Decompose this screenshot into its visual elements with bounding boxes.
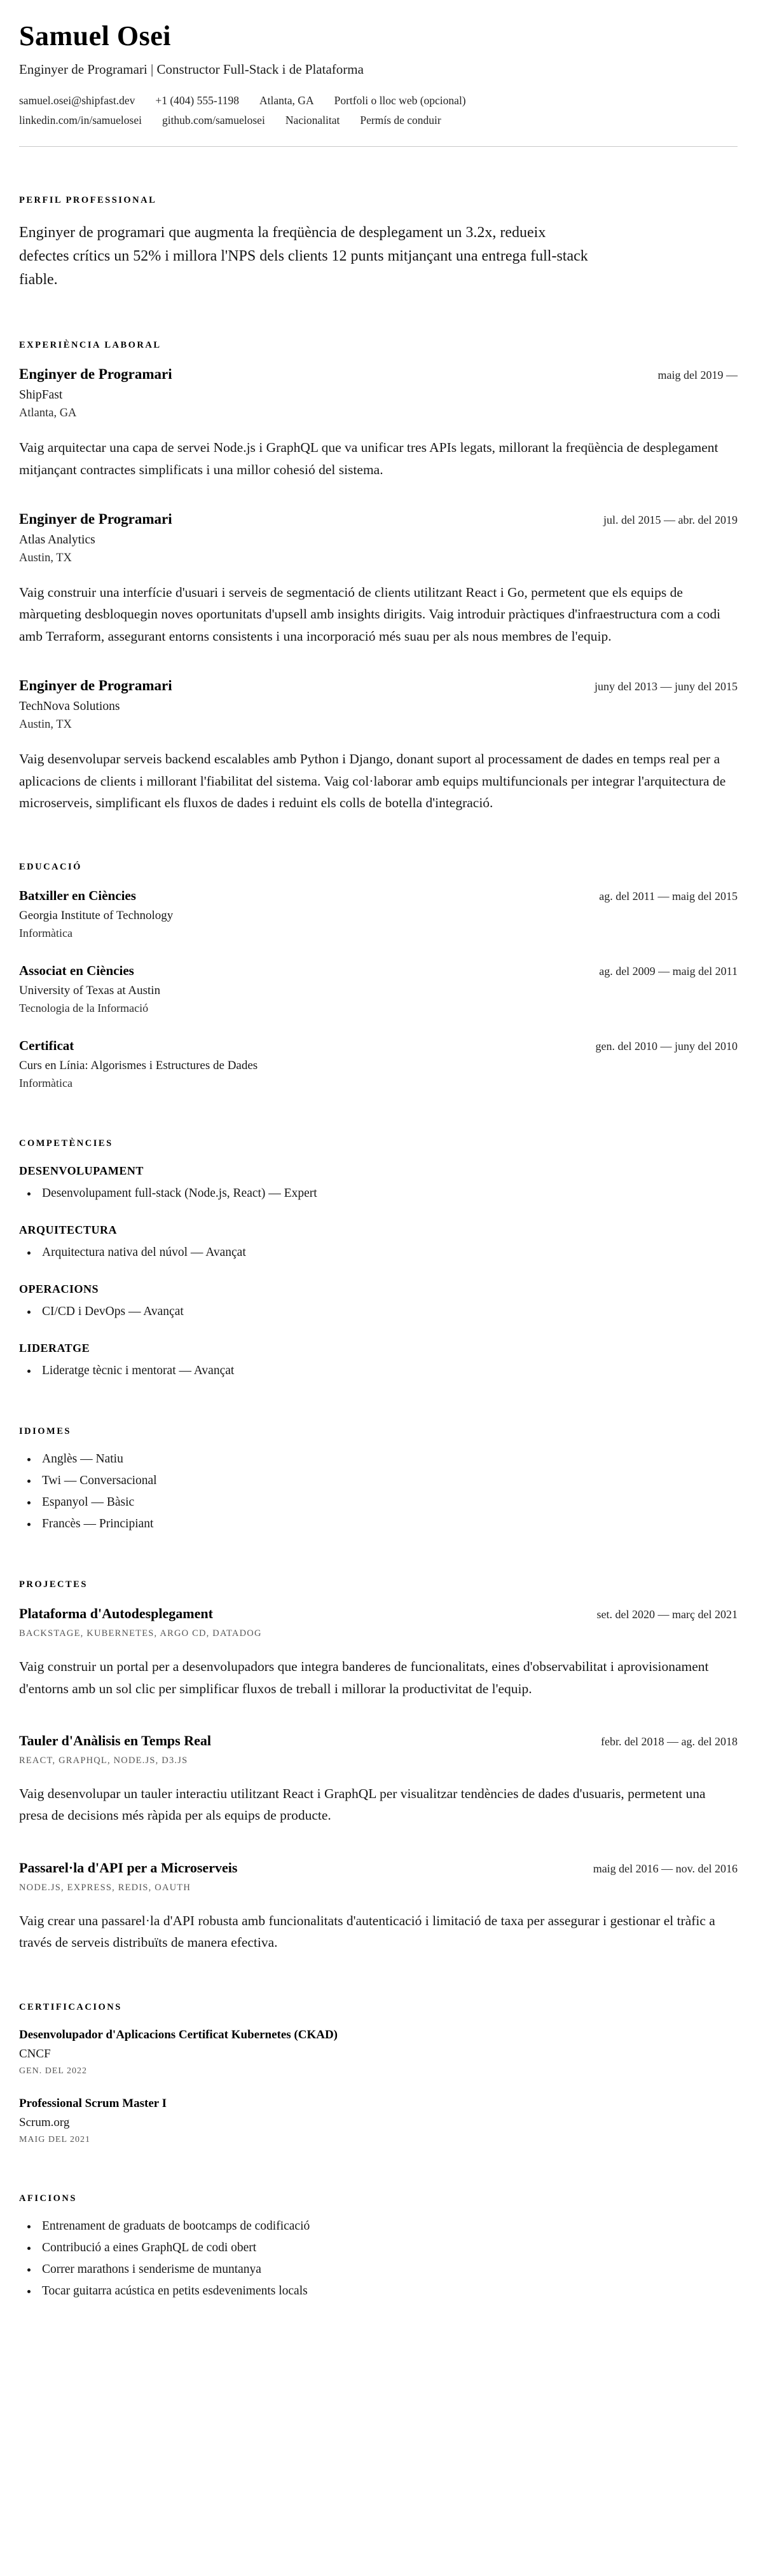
skill-item: • Arquitectura nativa del núvol — Avançat <box>38 1246 738 1260</box>
section-profile <box>19 195 738 292</box>
certification-date: MAIG DEL 2021 <box>19 2134 91 2144</box>
certification-item <box>19 2097 738 2145</box>
hobbies-list <box>19 2219 738 2298</box>
education-item <box>19 963 738 1015</box>
section-heading-skills: COMPETÈNCIES <box>19 1138 113 1149</box>
field-of-study: Tecnologia de la Informació <box>19 1002 149 1015</box>
skill-item: • CI/CD i DevOps — Avançat <box>38 1305 738 1319</box>
date-range: jul. del 2015 — abr. del 2019 <box>603 513 738 526</box>
skills-category: DESENVOLUPAMENT <box>19 1164 144 1178</box>
skills-group <box>19 1283 738 1319</box>
resume-header <box>19 20 738 127</box>
certification-date: GEN. DEL 2022 <box>19 2066 87 2076</box>
project-technologies: NODE.JS, EXPRESS, REDIS, OAUTH <box>19 1882 191 1893</box>
section-certifications <box>19 2002 738 2145</box>
contact-nationality: Nacionalitat <box>285 113 340 126</box>
project-item <box>19 1733 738 1827</box>
contact-phone: +1 (404) 555-1198 <box>155 93 240 107</box>
skills-category: ARQUITECTURA <box>19 1223 118 1237</box>
hobby-item: • Tocar guitarra acústica en petits esdeveniments locals <box>38 2284 738 2298</box>
contact-email: samuel.osei@shipfast.dev <box>19 93 135 107</box>
certification-issuer: CNCF <box>19 2047 51 2061</box>
language-item: • Anglès — Natiu <box>38 1452 738 1466</box>
experience-item <box>19 511 738 647</box>
section-hobbies <box>19 2193 738 2298</box>
skill-item: • Desenvolupament full-stack (Node.js, React) — Expert <box>38 1187 738 1201</box>
experience-item-header <box>19 511 738 528</box>
skills-list <box>19 1187 738 1201</box>
contact-github: github.com/samuelosei <box>162 113 265 126</box>
job-location: Austin, TX <box>19 718 72 732</box>
languages-list <box>19 1452 738 1531</box>
project-technologies: REACT, GRAPHQL, NODE.JS, D3.JS <box>19 1755 188 1766</box>
company-name: TechNova Solutions <box>19 700 120 714</box>
degree-title: Batxiller en Ciències <box>19 888 136 904</box>
section-skills <box>19 1138 738 1378</box>
experience-item <box>19 678 738 814</box>
section-languages <box>19 1426 738 1531</box>
contact-row-2 <box>19 114 738 127</box>
skills-group <box>19 1223 738 1260</box>
language-item: • Francès — Principiant <box>38 1517 738 1531</box>
language-item: • Twi — Conversacional <box>38 1474 738 1488</box>
date-range: juny del 2013 — juny del 2015 <box>595 680 738 693</box>
skills-list <box>19 1305 738 1319</box>
section-heading-experience: EXPERIÈNCIA LABORAL <box>19 340 162 351</box>
profile-summary: Enginyer de programari que augmenta la freqüència de desplegament un 3.2x, redueix defectes crítics un 52% i millora l'NPS dels clients 12 punts mitjançant una entrega full-stack fiable. <box>19 224 588 288</box>
project-item <box>19 1860 738 1954</box>
project-title: Plataforma d'Autodesplegament <box>19 1605 213 1622</box>
job-description: Vaig construir una interfície d'usuari i serveis de segmentació de clients utilitzant React i Go, permetent que els equips de màrqueting desbloquegin noves oportunitats d'upsell amb insights dirigits. Vaig introduir pràctiques d'infraestructura com a codi amb Terraform, assegurant entorns consistents i una incorporació més suau per als nous membres de l'equip. <box>19 584 721 644</box>
person-name: Samuel Osei <box>19 20 171 51</box>
job-description: Vaig arquitectar una capa de servei Node.js i GraphQL que va unificar tres APIs legats, millorant la freqüència de desplegament mitjançant contractes simplificats i una millor cohesió del sistema. <box>19 440 718 477</box>
certification-item <box>19 2028 738 2076</box>
project-item <box>19 1605 738 1700</box>
contact-driving-license: Permís de conduir <box>360 113 441 126</box>
hobby-item: • Correr marathons i senderisme de muntanya <box>38 2263 738 2277</box>
hobby-item: • Entrenament de graduats de bootcamps de codificació <box>38 2219 738 2233</box>
job-title: Enginyer de Programari <box>19 678 172 694</box>
date-range: ag. del 2011 — maig del 2015 <box>599 890 738 903</box>
skills-list <box>19 1364 738 1378</box>
skill-item: • Lideratge tècnic i mentorat — Avançat <box>38 1364 738 1378</box>
degree-title: Certificat <box>19 1038 74 1054</box>
degree-title: Associat en Ciències <box>19 963 134 979</box>
education-item <box>19 888 738 940</box>
company-name: ShipFast <box>19 388 63 402</box>
section-heading-profile: PERFIL PROFESSIONAL <box>19 194 157 205</box>
section-projects <box>19 1579 738 1953</box>
date-range: ag. del 2009 — maig del 2011 <box>599 965 738 978</box>
contact-linkedin: linkedin.com/in/samuelosei <box>19 113 142 126</box>
section-heading-projects: PROJECTES <box>19 1579 88 1590</box>
job-title: Enginyer de Programari <box>19 366 172 383</box>
experience-item-header <box>19 366 738 383</box>
project-title: Tauler d'Anàlisis en Temps Real <box>19 1733 211 1749</box>
education-item-header <box>19 963 738 979</box>
skills-category: LIDERATGE <box>19 1342 90 1355</box>
job-title: Enginyer de Programari <box>19 510 172 527</box>
language-item: • Espanyol — Bàsic <box>38 1496 738 1509</box>
project-description: Vaig crear una passarel·la d'API robusta amb funcionalitats d'autenticació i limitació de taxa per assegurar i gestionar el tràfic a través de serveis distribuïts de manera efectiva. <box>19 1912 715 1951</box>
project-description: Vaig construir un portal per a desenvolupadors que integra banderes de funcionalitats, eines d'observabilitat i aprovisionament d'entorns amb un sol clic per simplificar fluxos de treball i millorar la productivitat de l'equip. <box>19 1659 709 1696</box>
education-item-header <box>19 1038 738 1054</box>
project-technologies: BACKSTAGE, KUBERNETES, ARGO CD, DATADOG <box>19 1628 262 1639</box>
project-item-header <box>19 1605 738 1622</box>
education-item <box>19 1038 738 1090</box>
job-location: Austin, TX <box>19 551 72 564</box>
person-job-title: Enginyer de Programari | Constructor Full-Stack i de Plataforma <box>19 61 364 77</box>
field-of-study: Informàtica <box>19 1077 72 1090</box>
field-of-study: Informàtica <box>19 927 72 940</box>
skills-list <box>19 1246 738 1260</box>
certification-name: Desenvolupador d'Aplicacions Certificat Kubernetes (CKAD) <box>19 2027 338 2041</box>
skills-group <box>19 1342 738 1378</box>
header-divider <box>19 146 738 147</box>
school-name: University of Texas at Austin <box>19 984 161 998</box>
date-range: maig del 2019 — <box>657 369 738 382</box>
project-title: Passarel·la d'API per a Microserveis <box>19 1859 238 1876</box>
contact-row-1 <box>19 94 738 107</box>
section-heading-education: EDUCACIÓ <box>19 862 82 873</box>
certification-name: Professional Scrum Master I <box>19 2096 167 2110</box>
section-heading-certifications: CERTIFICACIONS <box>19 2001 122 2012</box>
project-description: Vaig desenvolupar un tauler interactiu utilitzant React i GraphQL per visualitzar tendències de dades d'usuaris, permetent una presa de decisions més ràpida per als equips de producte. <box>19 1786 706 1823</box>
experience-item-header <box>19 678 738 694</box>
project-item-header <box>19 1860 738 1876</box>
section-education <box>19 862 738 1090</box>
section-experience <box>19 340 738 814</box>
hobby-item: • Contribució a eines GraphQL de codi obert <box>38 2241 738 2255</box>
date-range: febr. del 2018 — ag. del 2018 <box>601 1735 738 1748</box>
date-range: gen. del 2010 — juny del 2010 <box>595 1040 738 1053</box>
date-range: maig del 2016 — nov. del 2016 <box>593 1862 738 1875</box>
section-heading-languages: IDIOMES <box>19 1426 71 1437</box>
skills-group <box>19 1164 738 1201</box>
school-name: Curs en Línia: Algorismes i Estructures de Dades <box>19 1059 258 1073</box>
contact-location: Atlanta, GA <box>259 93 314 107</box>
project-item-header <box>19 1733 738 1749</box>
contact-website: Portfoli o lloc web (opcional) <box>334 93 466 107</box>
job-location: Atlanta, GA <box>19 407 77 420</box>
experience-item <box>19 366 738 480</box>
company-name: Atlas Analytics <box>19 533 95 547</box>
school-name: Georgia Institute of Technology <box>19 909 174 923</box>
skills-category: OPERACIONS <box>19 1283 99 1296</box>
date-range: set. del 2020 — març del 2021 <box>596 1608 738 1621</box>
education-item-header <box>19 888 738 904</box>
section-heading-hobbies: AFICIONS <box>19 2193 77 2204</box>
certification-issuer: Scrum.org <box>19 2115 70 2129</box>
job-description: Vaig desenvolupar serveis backend escalables amb Python i Django, donant suport al processament de dades en temps real per a aplicacions de clients i millorant l'fiabilitat del sistema. Vaig col·laborar amb equips multifuncionals per integrar l'arquitectura de microserveis, simplificant els fluxos de dades i reduint els colls de botella d'integració. <box>19 751 726 810</box>
